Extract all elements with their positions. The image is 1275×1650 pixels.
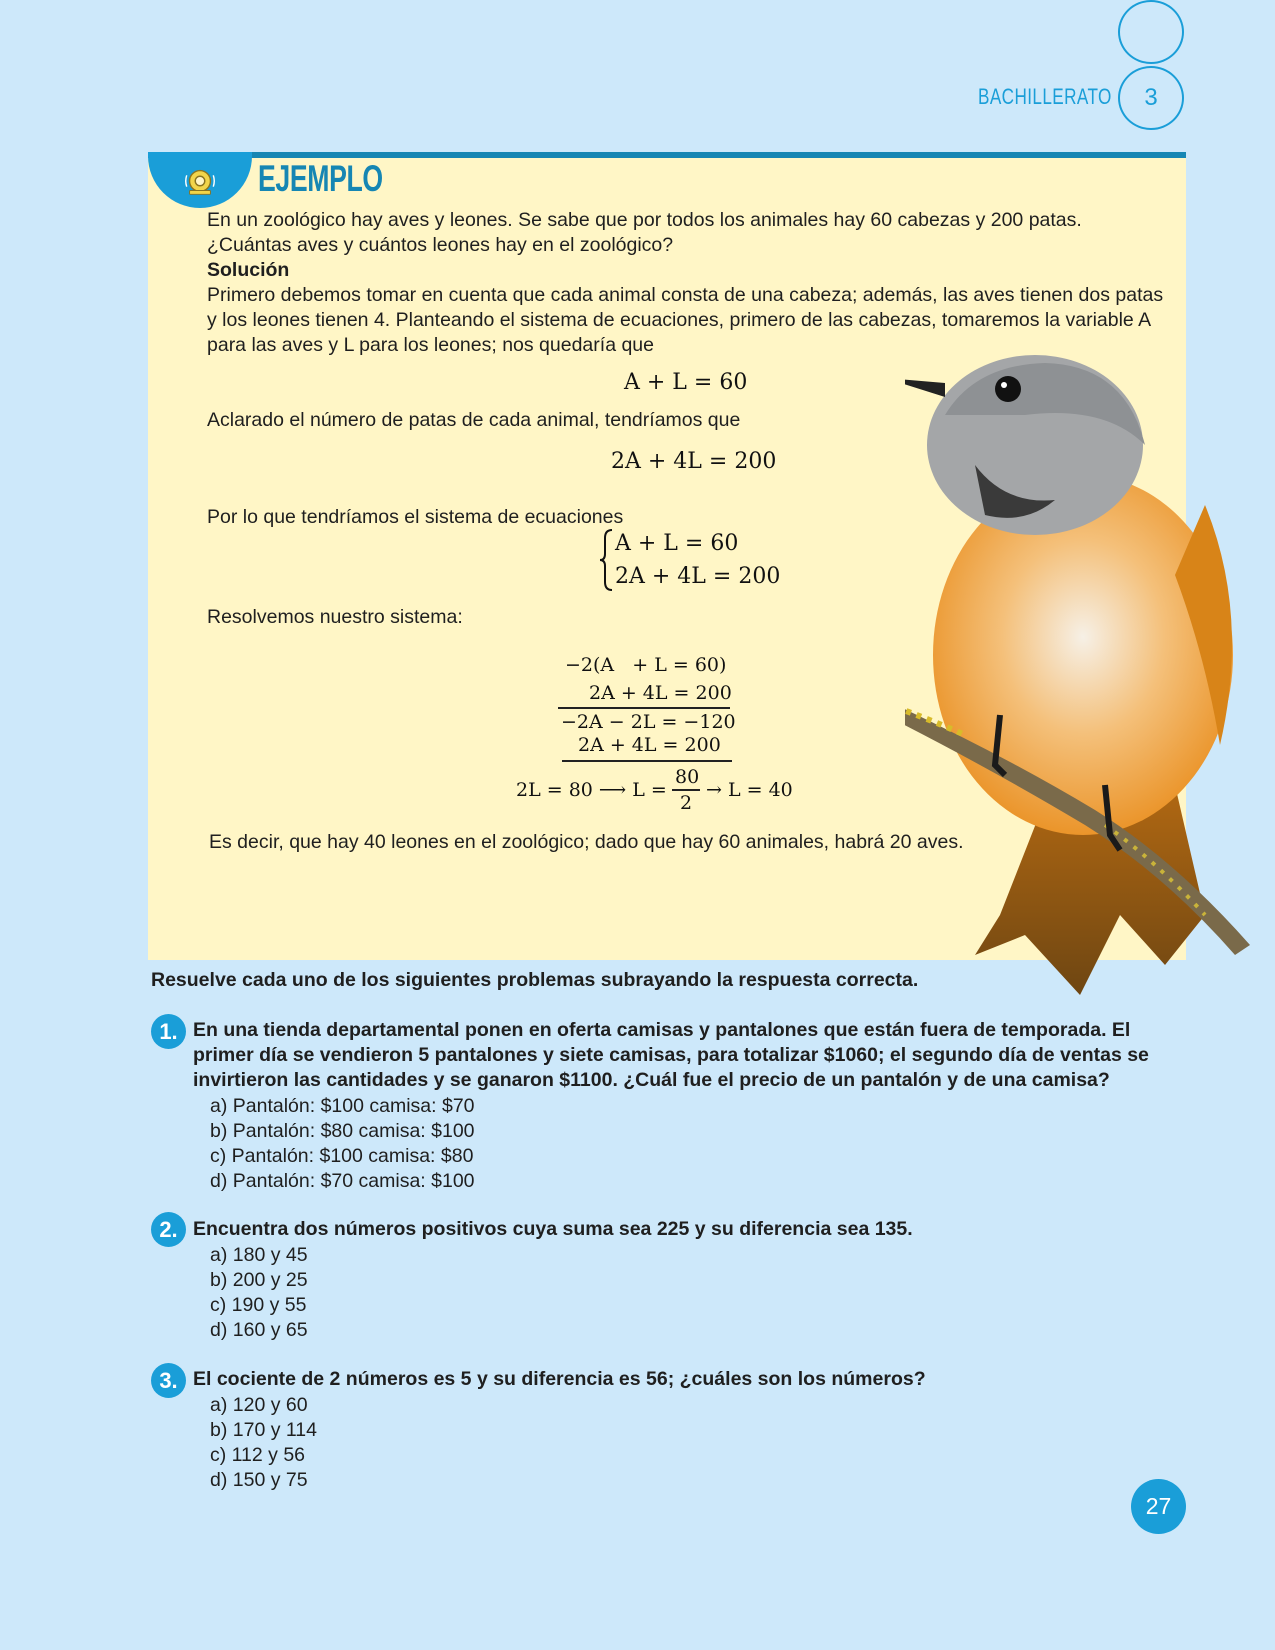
answer-option[interactable]: b) Pantalón: $80 camisa: $100 <box>210 1120 475 1142</box>
problem-line-1: En un zoológico hay aves y leones. Se sabe que por todos los animales hay 60 cabezas y 200 patas. <box>207 209 1082 231</box>
answer-option[interactable]: b) 170 y 114 <box>210 1419 317 1441</box>
page-number: 27 <box>1131 1479 1186 1534</box>
problem-line-2: ¿Cuántas aves y cuántos leones hay en el zoológico? <box>207 234 674 256</box>
equation-heads: A + L = 60 <box>624 370 748 395</box>
question-number-badge: 2. <box>151 1212 186 1247</box>
fraction-bar <box>672 789 700 791</box>
answer-option[interactable]: a) Pantalón: $100 camisa: $70 <box>210 1095 475 1117</box>
answer-option[interactable]: d) 160 y 65 <box>210 1319 308 1341</box>
result-line <box>562 760 732 762</box>
answer-option[interactable]: a) 180 y 45 <box>210 1244 308 1266</box>
solution-label: Solución <box>207 259 290 281</box>
fraction-denominator: 2 <box>680 792 693 814</box>
answer-option[interactable]: c) 112 y 56 <box>210 1444 306 1466</box>
instructions: Resuelve cada uno de los siguientes problemas subrayando la respuesta correcta. <box>151 969 919 991</box>
answer-option[interactable]: d) 150 y 75 <box>210 1469 308 1491</box>
result-right: → L = 40 <box>706 779 793 801</box>
step-repeat-equation: 2A + 4L = 200 <box>578 734 721 756</box>
question-text: El cociente de 2 números es 5 y su diferencia es 56; ¿cuáles son los números? <box>193 1368 926 1390</box>
level-label: BACHILLERATO <box>978 84 1112 109</box>
clarification-text: Aclarado el número de patas de cada animal, tendríamos que <box>207 409 741 431</box>
answer-option[interactable]: c) 190 y 55 <box>210 1294 307 1316</box>
equation-legs: 2A + 4L = 200 <box>611 449 777 474</box>
question-number-badge: 3. <box>151 1363 186 1398</box>
answer-option[interactable]: a) 120 y 60 <box>210 1394 308 1416</box>
step-multiply: −2(A + L = 60) <box>565 654 727 676</box>
step-expanded: −2A − 2L = −120 <box>561 711 736 733</box>
system-equation-2: 2A + 4L = 200 <box>615 564 781 589</box>
decorative-circle <box>1118 0 1184 64</box>
question-number-badge: 1. <box>151 1014 186 1049</box>
bell-icon <box>181 162 219 200</box>
answer-option[interactable]: d) Pantalón: $70 camisa: $100 <box>210 1170 475 1192</box>
explanation-text: Primero debemos tomar en cuenta que cada animal consta de una cabeza; además, las aves tienen dos patas y los leones tienen 4. Planteando el sistema de ecuaciones, primero de las cabezas, tomaremos la variable A para las aves y L para los leones; nos quedaría que <box>207 284 1164 356</box>
solve-intro: Resolvemos nuestro sistema: <box>207 606 463 628</box>
level-number-badge: 3 <box>1118 66 1184 130</box>
sum-line <box>558 707 730 709</box>
fraction-numerator: 80 <box>675 766 700 788</box>
example-title: EJEMPLO <box>258 158 383 199</box>
conclusion-text: Es decir, que hay 40 leones en el zoológico; dado que hay 60 animales, habrá 20 aves. <box>209 831 964 853</box>
system-equation-1: A + L = 60 <box>615 531 739 556</box>
question-text: En una tienda departamental ponen en oferta camisas y pantalones que están fuera de temporada. El primer día se vendieron 5 pantalones y siete camisas, para totalizar $1060; el segundo día de ventas se invirtieron las cantidades y se ganaron $1100. ¿Cuál fue el precio de un pantalón y de una camisa? <box>193 1019 1149 1091</box>
step-second-equation: 2A + 4L = 200 <box>589 682 732 704</box>
system-brace <box>598 528 614 592</box>
bird-image <box>905 355 1275 1015</box>
question-text: Encuentra dos números positivos cuya suma sea 225 y su diferencia sea 135. <box>193 1218 913 1240</box>
system-intro: Por lo que tendríamos el sistema de ecuaciones <box>207 506 624 528</box>
result-left: 2L = 80 ⟶ L = <box>516 779 667 801</box>
answer-option[interactable]: b) 200 y 25 <box>210 1269 308 1291</box>
answer-option[interactable]: c) Pantalón: $100 camisa: $80 <box>210 1145 474 1167</box>
